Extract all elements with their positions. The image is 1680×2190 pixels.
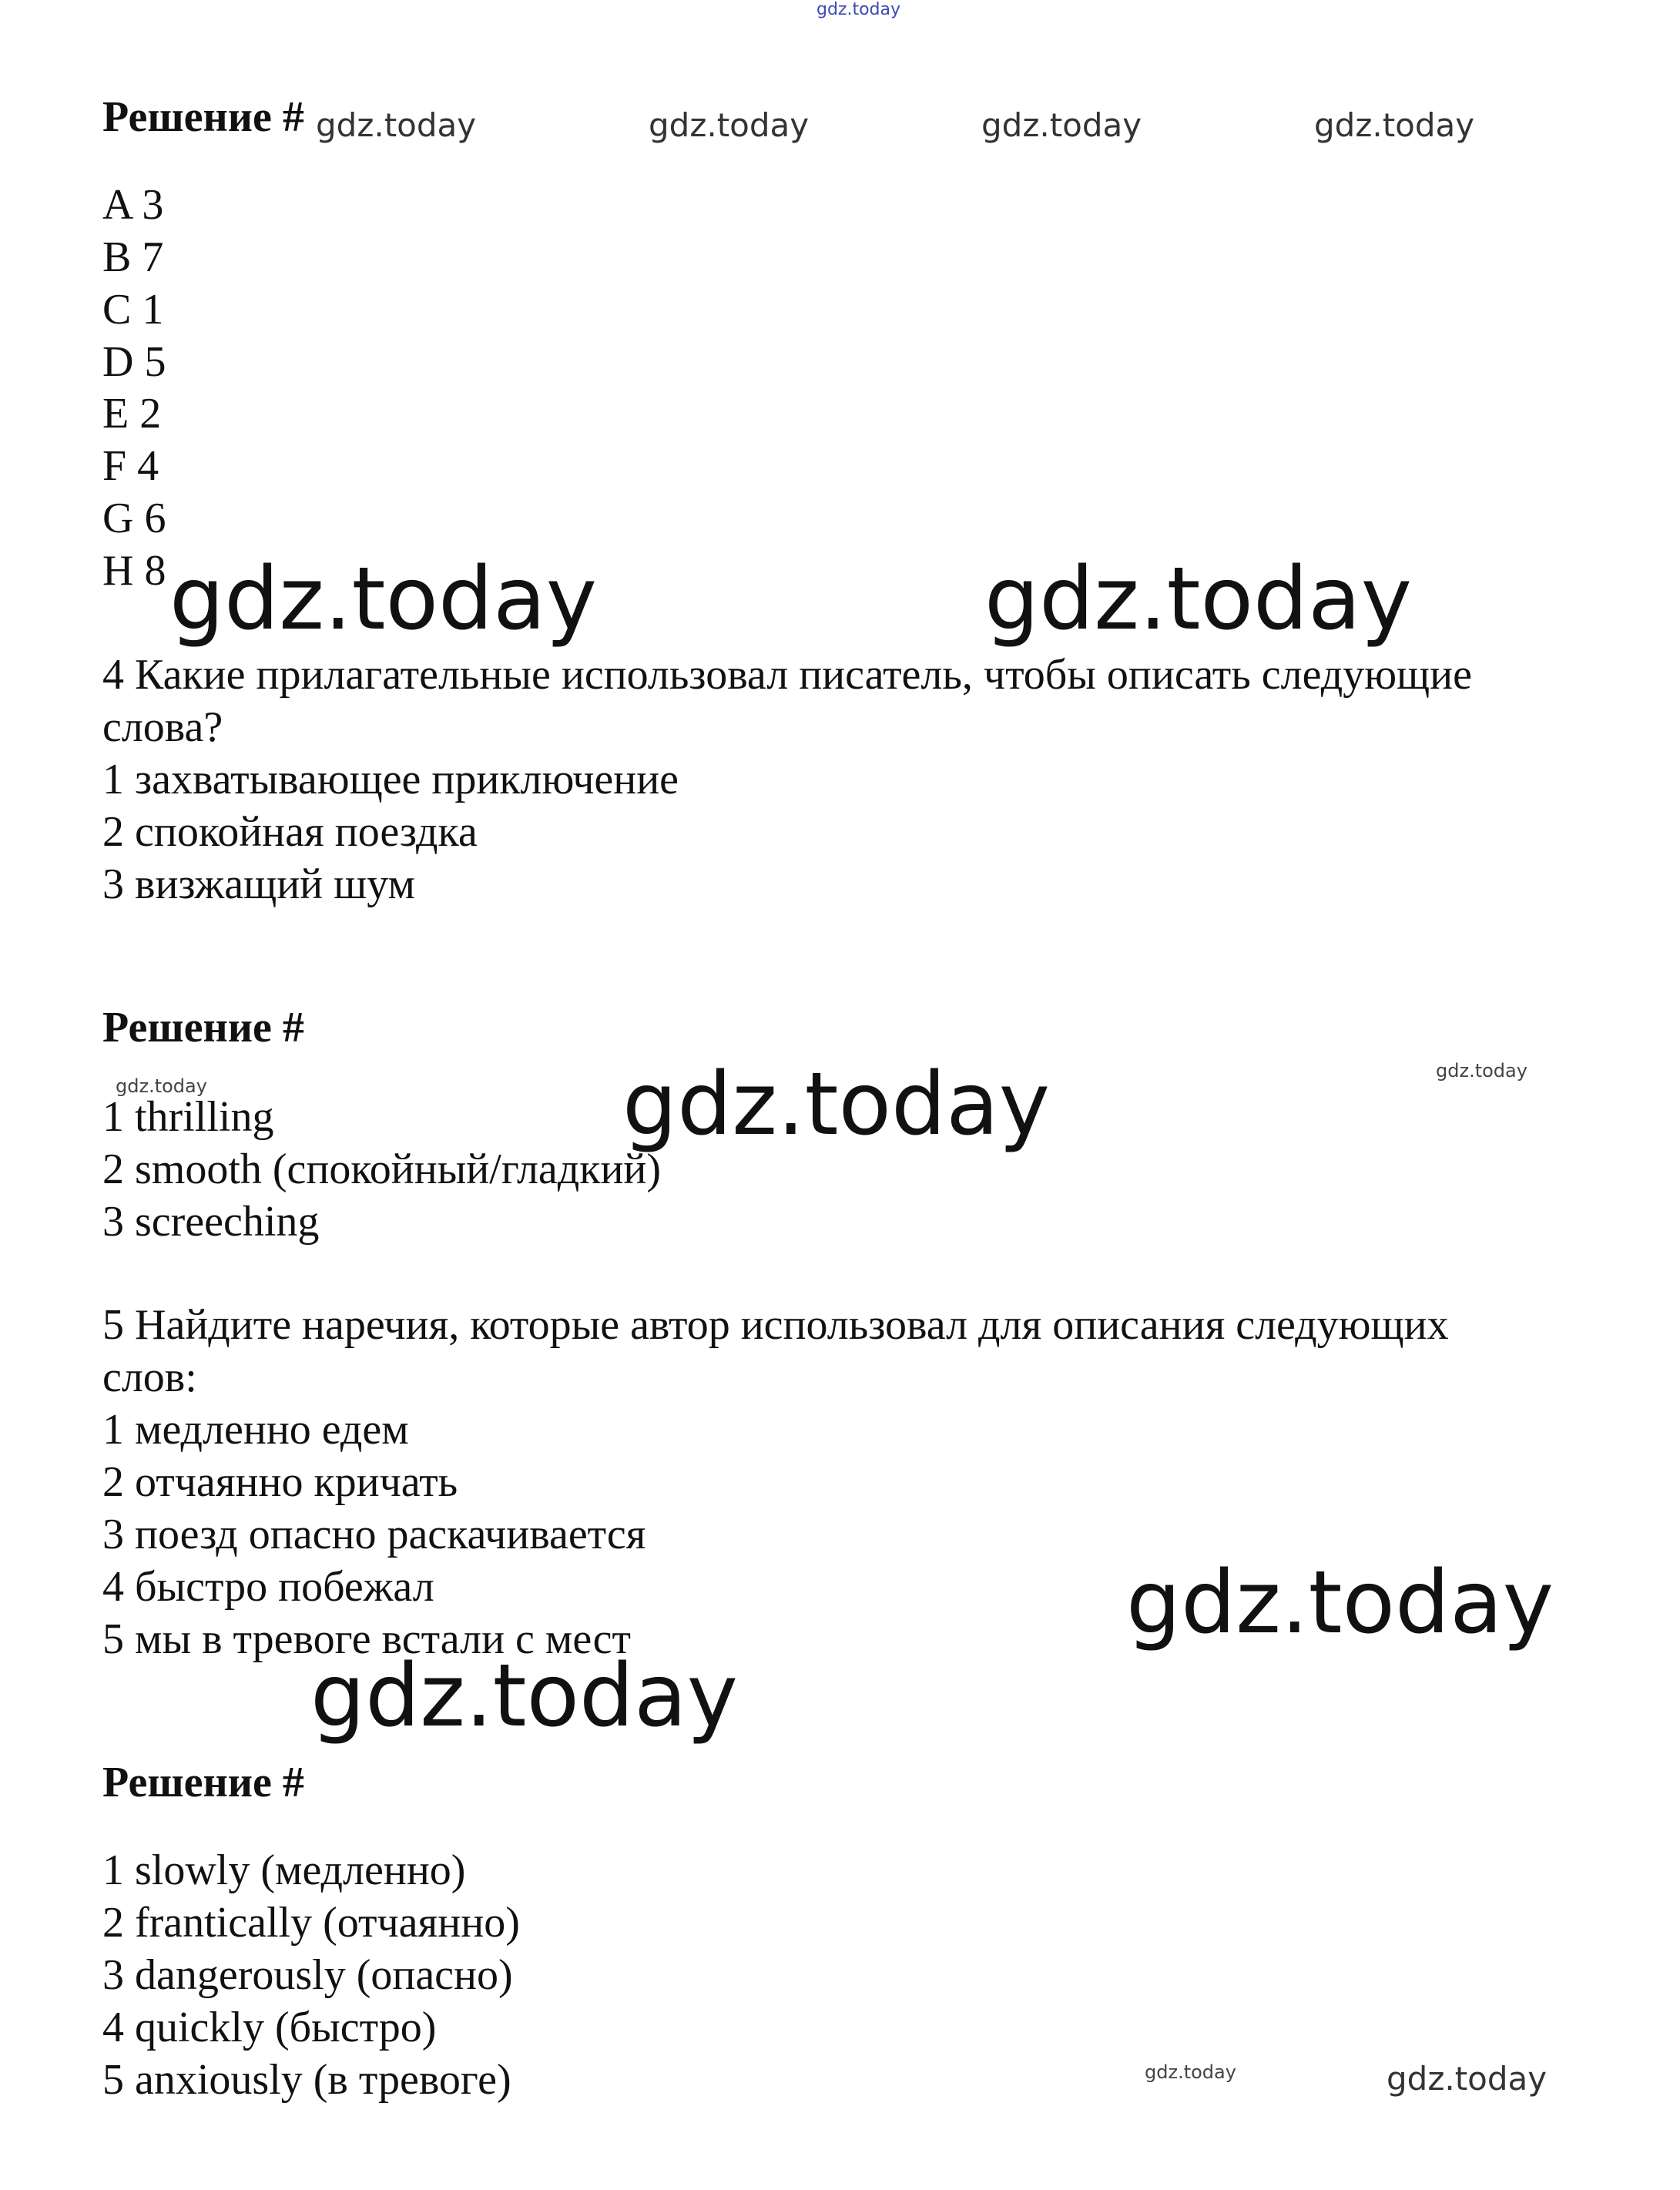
section3-answer-1: 1 slowly (медленно) xyxy=(102,1846,466,1894)
section3-answer-4: 4 quickly (быстро) xyxy=(102,2004,437,2051)
answer-f: F 4 xyxy=(102,442,159,490)
task5-item-5: 5 мы в тревоге встали с мест xyxy=(102,1615,631,1663)
task4-item-3: 3 визжащий шум xyxy=(102,860,415,908)
section2-answer-1: 1 thrilling xyxy=(102,1093,274,1141)
watermark-small-3: gdz.today xyxy=(1145,2061,1236,2083)
answer-b: B 7 xyxy=(102,233,164,281)
answer-d: D 5 xyxy=(102,338,166,386)
task4-question-line2: слова? xyxy=(102,703,223,751)
watermark-top: gdz.today xyxy=(817,0,901,19)
watermark-large-2: gdz.today xyxy=(984,549,1413,649)
watermark-bottom: gdz.today xyxy=(1387,2060,1548,2098)
task5-item-1: 1 медленно едем xyxy=(102,1406,409,1454)
solution-heading-1: Решение # xyxy=(102,93,304,141)
watermark-large-1: gdz.today xyxy=(169,549,598,649)
task4-question-line1: 4 Какие прилагательные использовал писатель, чтобы описать следующие xyxy=(102,651,1472,699)
answer-h: H 8 xyxy=(102,547,166,595)
answer-c: C 1 xyxy=(102,286,164,334)
watermark-row-3: gdz.today xyxy=(981,106,1142,144)
task5-question-line2: слов: xyxy=(102,1353,197,1401)
solution-heading-2: Решение # xyxy=(102,1004,304,1051)
watermark-small-2: gdz.today xyxy=(1436,1060,1527,1082)
watermark-row-4: gdz.today xyxy=(1314,106,1475,144)
task5-item-2: 2 отчаянно кричать xyxy=(102,1458,458,1506)
watermark-small-1: gdz.today xyxy=(116,1075,207,1097)
answer-g: G 6 xyxy=(102,495,166,542)
section3-answer-2: 2 frantically (отчаянно) xyxy=(102,1899,520,1947)
watermark-row-1: gdz.today xyxy=(316,106,477,144)
watermark-large-3: gdz.today xyxy=(622,1055,1051,1155)
section3-answer-5: 5 anxiously (в тревоге) xyxy=(102,2056,511,2104)
solution-heading-3: Решение # xyxy=(102,1759,304,1806)
watermark-large-4: gdz.today xyxy=(1126,1553,1554,1653)
watermark-large-5: gdz.today xyxy=(310,1646,739,1746)
section2-answer-3: 3 screeching xyxy=(102,1198,320,1246)
task5-item-3: 3 поезд опасно раскачивается xyxy=(102,1511,646,1558)
task5-item-4: 4 быстро побежал xyxy=(102,1563,434,1611)
answer-a: A 3 xyxy=(102,181,164,229)
answer-e: E 2 xyxy=(102,390,162,438)
section3-answer-3: 3 dangerously (опасно) xyxy=(102,1951,513,1999)
task5-question-line1: 5 Найдите наречия, которые автор использовал для описания следующих xyxy=(102,1301,1449,1349)
task4-item-1: 1 захватывающее приключение xyxy=(102,756,679,803)
watermark-row-2: gdz.today xyxy=(649,106,810,144)
task4-item-2: 2 спокойная поездка xyxy=(102,808,478,856)
section2-answer-2: 2 smooth (спокойный/гладкий) xyxy=(102,1145,662,1193)
